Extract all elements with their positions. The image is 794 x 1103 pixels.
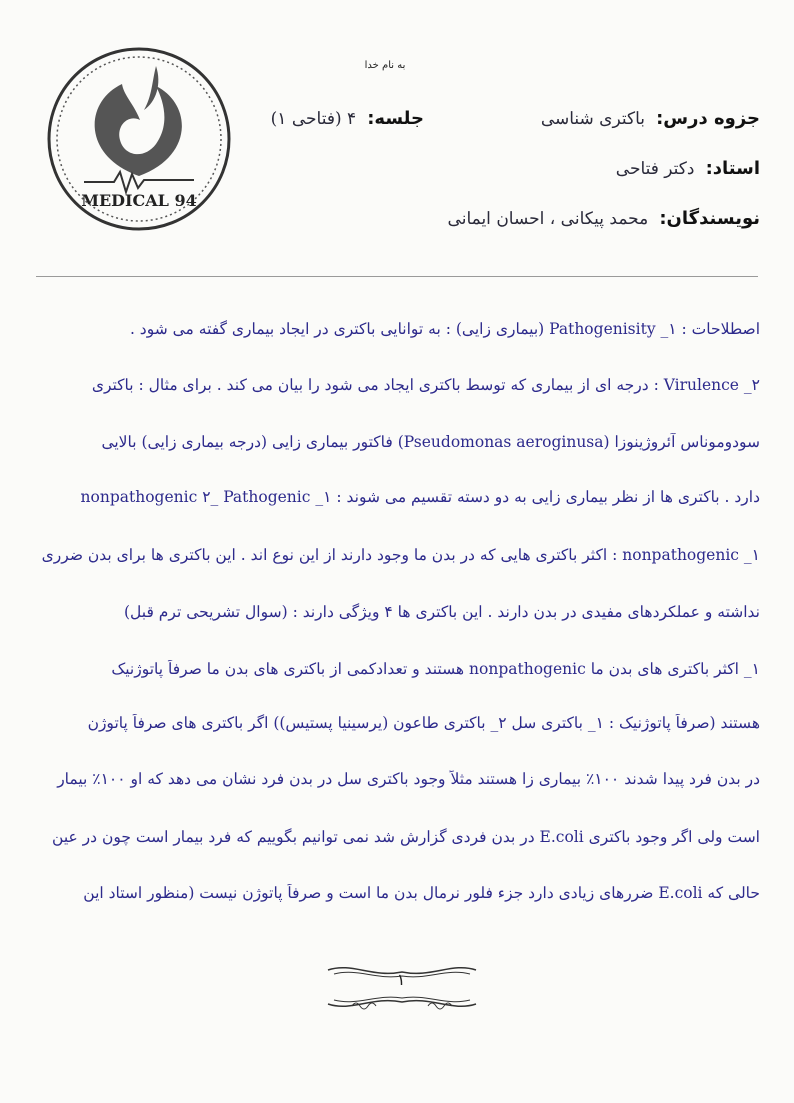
body-line: ۱_ اکثر باکتری های بدن ما nonpathogenic هستند و تعدادکمی از باکتری های بدن ما صرفاً پاتوژنیک — [111, 660, 760, 678]
writers-value: محمد پیکانی ، احسان ایمانی — [447, 209, 649, 229]
basmala: به نام خدا — [364, 60, 406, 71]
writers-field — [448, 208, 760, 229]
professor-field — [616, 158, 760, 179]
session-value: ۴ (فتاحی ۱) — [270, 109, 357, 129]
session-label: جلسه: — [367, 108, 424, 129]
course-value: باکتری شناسی — [540, 109, 646, 129]
professor-label: استاد: — [705, 158, 760, 179]
body-line: اصطلاحات : ۱_ Pathogenisity (بیماری زایی) : به توانایی باکتری در ایجاد بیماری گفته می شود . — [129, 320, 760, 338]
body-line: هستند (صرفاً پاتوژنیک : ۱_ باکتری سل ۲_ باکتری طاعون (یرسینیا پستیس)) اگر باکتری های صرفاً پاتوژن — [87, 714, 760, 732]
writers-label: نویسندگان: — [659, 208, 760, 229]
logo-text: MEDICAL 94 — [81, 191, 197, 210]
body-line: دارد . باکتری ها از نظر بیماری زایی به دو دسته تقسیم می شوند : ۱_ nonpathogenic ۲_ Pathogenic — [80, 488, 760, 506]
body-line: حالی که E.coli ضررهای زیادی دارد جزء فلور نرمال بدن ما است و صرفاً پاتوژن نیست (منظور استاد این — [83, 884, 760, 902]
professor-value: دکتر فتاحی — [615, 159, 695, 179]
body-line: سودوموناس آئروژینوزا (Pseudomonas aeroginusa) فاکتور بیماری زایی (درجه بیماری زایی) بالایی — [101, 433, 760, 451]
session-field — [271, 108, 424, 129]
course-label: جزوه درس: — [656, 108, 760, 129]
course-field — [541, 108, 760, 129]
body-line: است ولی اگر وجود باکتری E.coli در بدن فردی گزارش شد نمی توانیم بگوییم که فرد بیمار است چون در عین — [52, 828, 760, 846]
body-line: ۲_ Virulence : درجه ای از بیماری که توسط باکتری ایجاد می شود را بیان می کند . برای مثال : باکتری — [91, 376, 760, 394]
page-number: ۱ — [396, 970, 406, 989]
medical-94-logo-icon — [44, 44, 234, 234]
body-line: در بدن فرد پیدا شدند ۱۰۰٪ بیماری زا هستند مثلاً وجود باکتری سل در بدن فرد نشان می دهد که او ۱۰۰٪ بیمار — [57, 770, 760, 788]
body-line: نداشته و عملکردهای مفیدی در بدن دارند . این باکتری ها ۴ ویژگی دارند : (سوال تشریحی ترم قبل) — [124, 603, 760, 621]
header-divider — [36, 276, 758, 277]
body-line: ۱_ nonpathogenic : اکثر باکتری هایی که در بدن ما وجود دارند از این نوع اند . این باکتری ها برای بدن ضرری — [41, 546, 760, 564]
